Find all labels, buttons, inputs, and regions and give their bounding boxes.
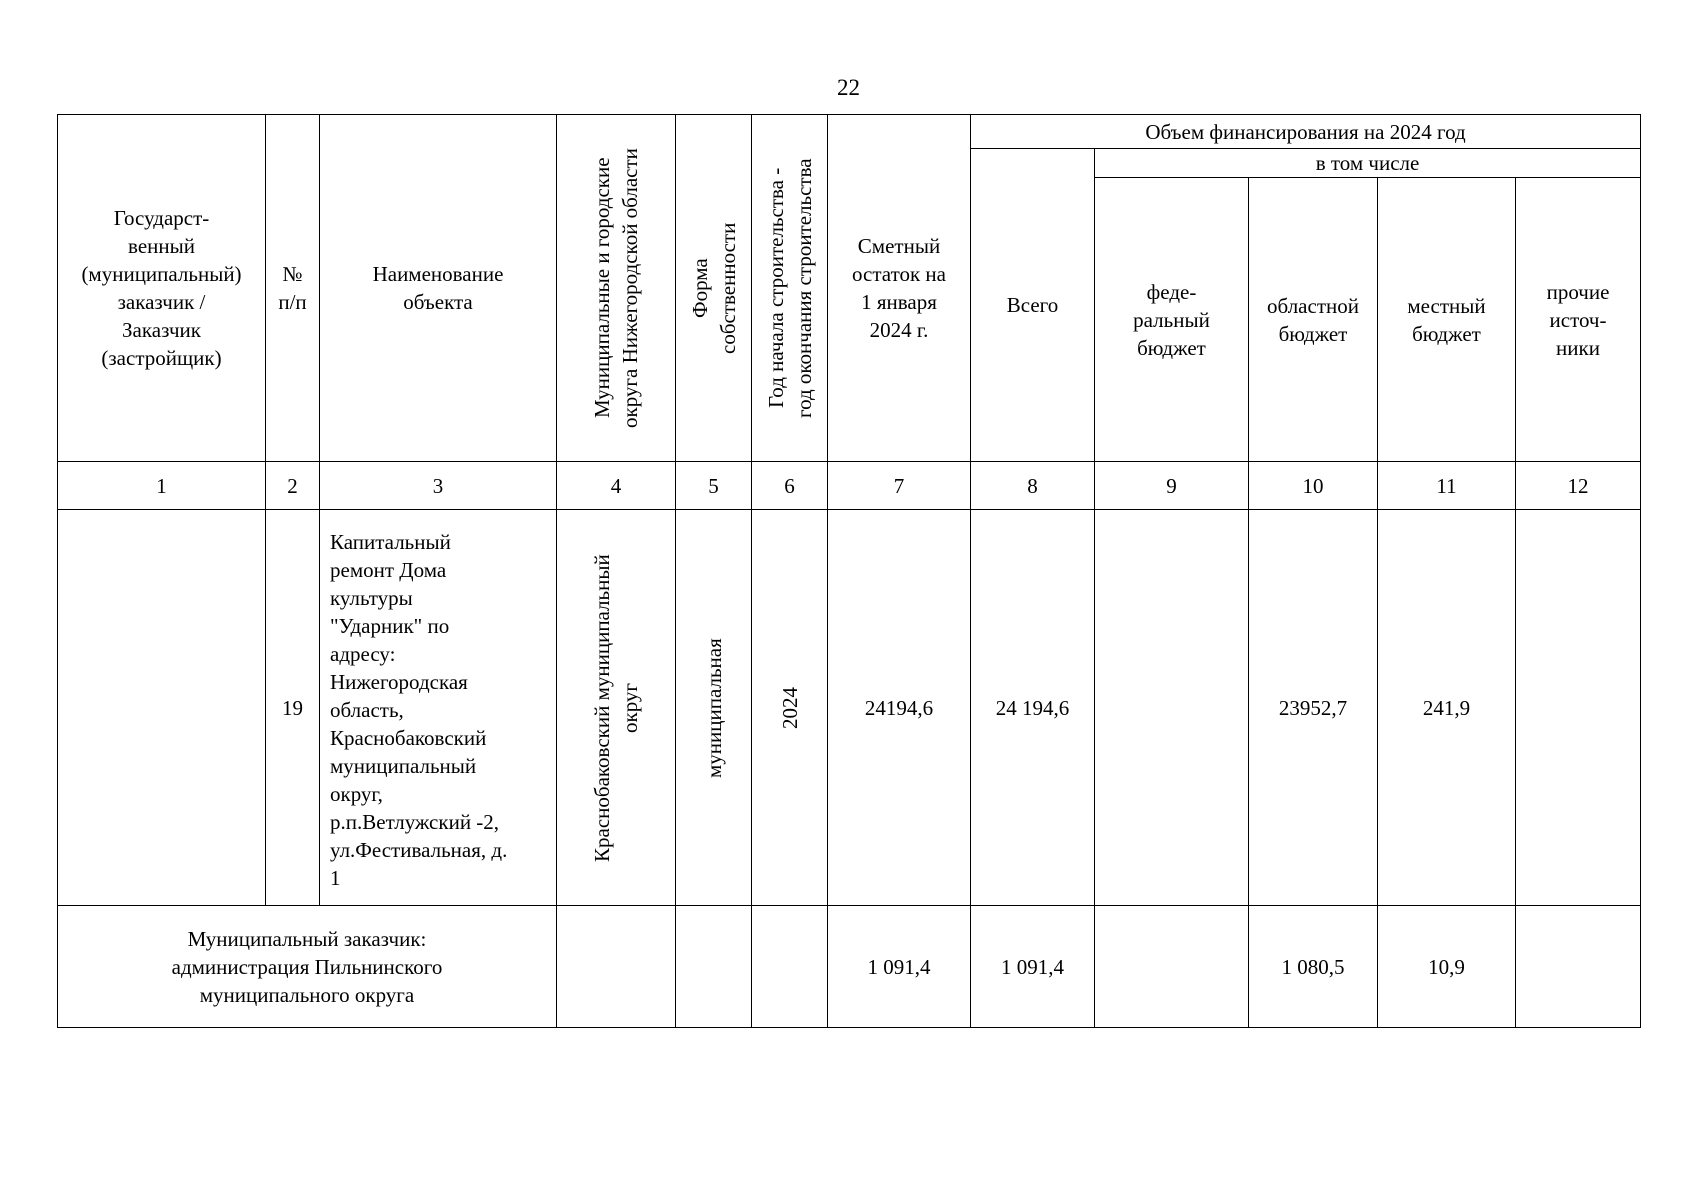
header-line: бюджет <box>1412 321 1481 346</box>
subtotal-label <box>58 906 557 1028</box>
object-name-line: адресу: <box>330 642 396 666</box>
row-local: 241,9 <box>1378 510 1516 906</box>
district-line: округ <box>618 682 642 733</box>
header-line: Форма <box>687 258 712 318</box>
object-name-line: ремонт Дома <box>330 558 447 582</box>
row-years <box>752 510 828 906</box>
district-line: Краснобаковский муниципальный <box>590 553 614 862</box>
header-regional <box>1249 178 1378 462</box>
page-number: 22 <box>837 75 860 100</box>
subtotal-line: администрация Пильнинского <box>171 954 443 979</box>
header-total: Всего <box>971 149 1095 462</box>
subtotal-line: муниципального округа <box>199 982 415 1007</box>
header-line: Государст- <box>113 206 210 230</box>
header-other <box>1516 178 1641 462</box>
header-ownership <box>676 115 752 462</box>
subtotal-remainder: 1 091,4 <box>828 906 971 1028</box>
header-line: год окончания строительства <box>791 158 816 418</box>
header-federal <box>1095 178 1249 462</box>
column-number: 5 <box>676 462 752 510</box>
row-object-name <box>320 510 557 906</box>
subtotal-years <box>752 906 828 1028</box>
subtotal-federal <box>1095 906 1249 1028</box>
row-regional: 23952,7 <box>1249 510 1378 906</box>
object-name-line: ул.Фестивальная, д. <box>330 838 508 862</box>
years-value: 2024 <box>777 686 802 729</box>
header-line: ральный <box>1133 307 1210 332</box>
object-name-line: область, <box>330 698 404 722</box>
column-number: 8 <box>971 462 1095 510</box>
subtotal-district <box>557 906 676 1028</box>
header-line: источ- <box>1549 307 1607 332</box>
row-remainder: 24194,6 <box>828 510 971 906</box>
header-line: собственности <box>715 222 740 354</box>
header-line: местный <box>1407 293 1486 318</box>
header-line: объекта <box>403 290 473 314</box>
object-name-line: "Ударник" по <box>330 614 450 638</box>
object-name-line: муниципальный <box>330 754 477 778</box>
subtotal-row <box>58 906 1641 1028</box>
row-ownership <box>676 510 752 906</box>
row-other <box>1516 510 1641 906</box>
header-line: 1 января <box>861 290 937 314</box>
header-row-1 <box>58 115 1641 149</box>
header-remainder <box>828 115 971 462</box>
header-line: феде- <box>1146 279 1197 304</box>
column-number: 3 <box>320 462 557 510</box>
header-local <box>1378 178 1516 462</box>
header-line: венный <box>128 234 195 258</box>
object-name-line: культуры <box>330 586 413 610</box>
column-number: 6 <box>752 462 828 510</box>
header-line: Год начала строительства - <box>763 167 788 409</box>
column-number: 7 <box>828 462 971 510</box>
object-name-line: р.п.Ветлужский -2, <box>330 810 500 834</box>
column-number: 11 <box>1378 462 1516 510</box>
header-districts <box>557 115 676 462</box>
column-number: 4 <box>557 462 676 510</box>
object-name-line: Капитальный <box>330 530 451 554</box>
header-line: Муниципальные и городские <box>590 157 614 419</box>
header-line: областной <box>1267 293 1359 318</box>
row-federal <box>1095 510 1249 906</box>
column-number: 1 <box>58 462 266 510</box>
header-line: № <box>282 262 303 286</box>
header-line: заказчик / <box>117 290 206 314</box>
column-number: 9 <box>1095 462 1249 510</box>
column-number: 10 <box>1249 462 1378 510</box>
header-customer <box>58 115 266 462</box>
row-total: 24 194,6 <box>971 510 1095 906</box>
header-number <box>266 115 320 462</box>
header-line: 2024 г. <box>869 318 929 342</box>
header-line: (застройщик) <box>101 346 222 370</box>
object-name-line: округ, <box>330 782 383 806</box>
financing-table <box>57 114 1641 1028</box>
object-name-line: Краснобаковский <box>330 726 487 750</box>
subtotal-total: 1 091,4 <box>971 906 1095 1028</box>
row-district <box>557 510 676 906</box>
header-line: бюджет <box>1137 335 1206 360</box>
header-line: прочие <box>1546 279 1610 304</box>
header-line: округа Нижегородской области <box>618 148 642 428</box>
table-row <box>58 510 1641 906</box>
subtotal-other <box>1516 906 1641 1028</box>
column-number: 2 <box>266 462 320 510</box>
subtotal-line: Муниципальный заказчик: <box>187 926 427 951</box>
header-line: (муниципальный) <box>81 262 242 286</box>
object-name-line: Нижегородская <box>330 670 468 694</box>
row-customer <box>58 510 266 906</box>
header-object-name <box>320 115 557 462</box>
column-number: 12 <box>1516 462 1641 510</box>
header-line: остаток на <box>852 262 946 286</box>
header-line: п/п <box>278 290 307 314</box>
header-including: в том числе <box>1095 149 1641 178</box>
ownership-value: муниципальная <box>701 637 726 778</box>
subtotal-regional: 1 080,5 <box>1249 906 1378 1028</box>
subtotal-ownership <box>676 906 752 1028</box>
header-line: ники <box>1556 335 1600 360</box>
header-line: Сметный <box>857 234 941 258</box>
header-line: Заказчик <box>122 318 201 342</box>
object-name-line: 1 <box>330 866 341 890</box>
header-funding-group: Объем финансирования на 2024 год <box>971 115 1641 149</box>
header-line: бюджет <box>1278 321 1348 346</box>
subtotal-local: 10,9 <box>1378 906 1516 1028</box>
row-number: 19 <box>266 510 320 906</box>
header-years <box>752 115 828 462</box>
header-line: Наименование <box>372 262 504 286</box>
column-number-row <box>58 462 1641 510</box>
